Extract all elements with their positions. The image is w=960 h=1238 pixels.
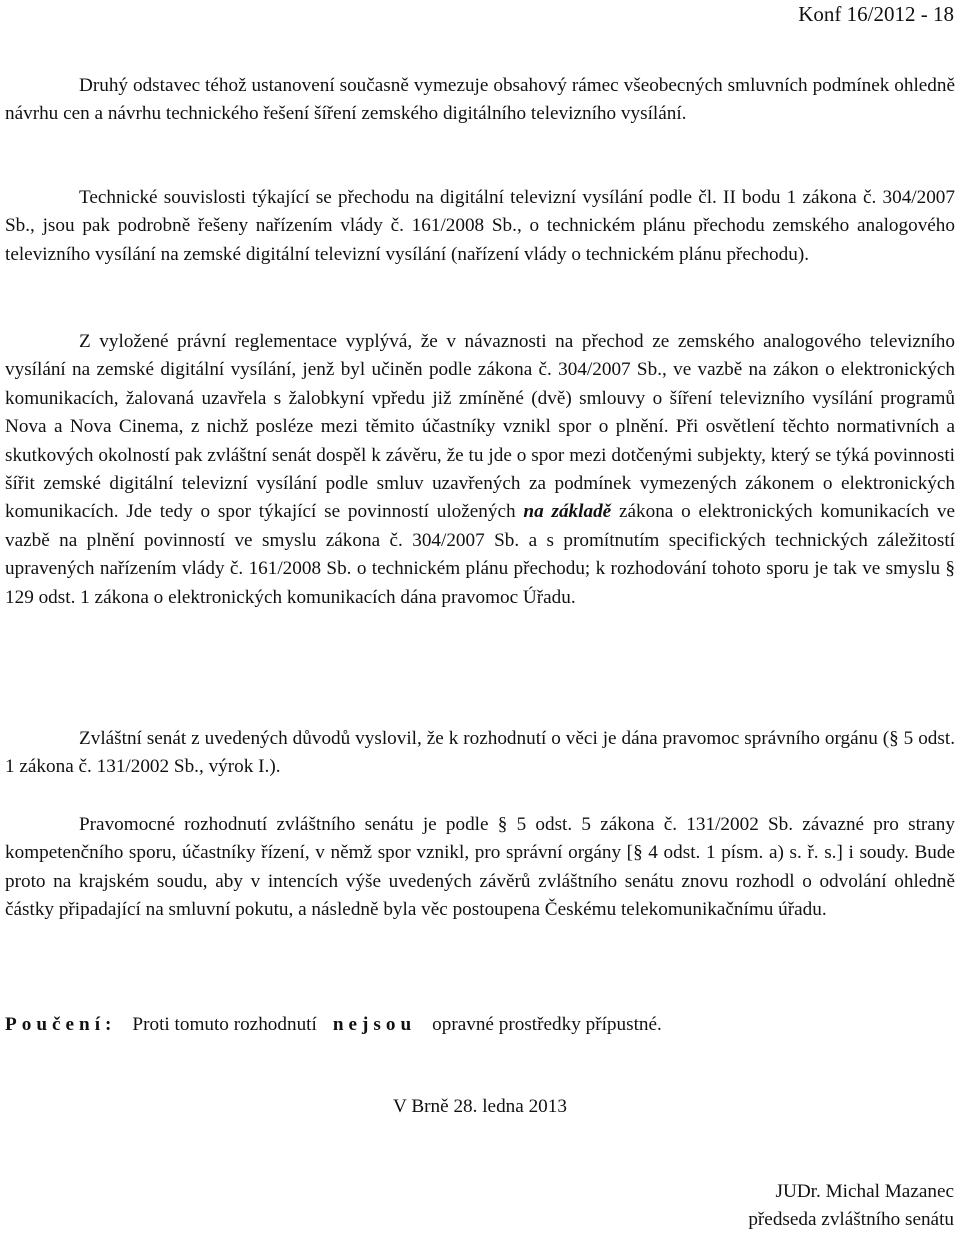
paragraph-legal-analysis [5, 328, 955, 612]
date-line: V Brně 28. ledna 2013 [393, 1096, 567, 1117]
notice-text-before: Proti tomuto rozhodnutí [132, 1014, 317, 1035]
legal-notice [5, 1011, 955, 1039]
case-reference: Konf 16/2012 - 18 [798, 2, 954, 26]
notice-text-after: opravné prostředky přípustné. [432, 1014, 662, 1035]
signer-name: JUDr. Michal Mazanec [775, 1181, 954, 1202]
emphasis-na-zaklade: na základě [523, 501, 612, 523]
paragraph-technical-context: Technické souvislosti týkající se přechodu na digitální televizní vysílání podle čl. II bodu 1 zákona č. 304/2007 Sb., jsou pak podrobně řešeny nařízením vlády č. 161/2008 Sb., o technickém plánu přechodu zemského analogového televizního vysílání na zemské digitální televizní vysílání (nařízení vlády o technickém plánu přechodu). [5, 187, 955, 265]
notice-label: Poučení: [5, 1014, 117, 1035]
signature-block [748, 1178, 954, 1235]
notice-negation: nejsou [332, 1014, 417, 1035]
paragraph-binding-effect: Pravomocné rozhodnutí zvláštního senátu je podle § 5 odst. 5 zákona č. 131/2002 Sb. závazné pro strany kompetenčního sporu, účastníky řízení, v němž spor vznikl, pro správní orgány [§ 4 odst. 1 písm. a) s. ř. s.] i soudy. Bude proto na krajském soudu, aby v intencích výše uvedených závěrů zvláštního senátu znovu rozhodl o odvolání ohledně částky připadající na smluvní pokutu, a následně byla věc postoupena Českému telekomunikačnímu úřadu. [5, 814, 955, 921]
paragraph-text-part: Z vyložené právní reglementace vyplývá, že v návaznosti na přechod ze zemského analogového televizního vysílání na zemské digitální vysílání, jenž byl učiněn podle zákona č. 304/2007 Sb., ve vazbě na zákon o elektronických komunikacích, žalovaná uzavřela s žalobkyní vpředu již zmíněné (dvě) smlouvy o šíření televizního vysílání programů Nova a Nova Cinema, z nichž posléze mezi těmito účastníky vznikl spor o plnění. Při osvětlení těchto normativních a skutkových okolností pak zvláštní senát dospěl k závěru, že tu jde o spor mezi dotčenými subjekty, který se týká povinnosti šířit zemské digitální televizní vysílání podle smluv uzavřených za podmínek vymezených zákonem o elektronických komunikacích. Jde tedy o spor týkající se povinností uložených [5, 331, 955, 523]
paragraph-verdict: Zvláštní senát z uvedených důvodů vyslovil, že k rozhodnutí o věci je dána pravomoc správního orgánu (§ 5 odst. 1 zákona č. 131/2002 Sb., výrok I.). [5, 728, 955, 778]
paragraph-text-part: zákona o elektronických komunikacích ve vazbě na plnění povinností ve smyslu zákona č. 304/2007 Sb. a s promítnutím specifických technických záležitostí upravených nařízením vlády č. 161/2008 Sb. o technickém plánu přechodu; k rozhodování tohoto sporu je tak ve smyslu § 129 odst. 1 zákona o elektronických komunikacích dána pravomoc Úřadu. [5, 501, 955, 608]
signer-title: předseda zvláštního senátu [748, 1209, 954, 1231]
paragraph-general-terms: Druhý odstavec téhož ustanovení současně vymezuje obsahový rámec všeobecných smluvních podmínek ohledně návrhu cen a návrhu technického řešení šíření zemského digitálního televizního vysílání. [5, 75, 955, 125]
